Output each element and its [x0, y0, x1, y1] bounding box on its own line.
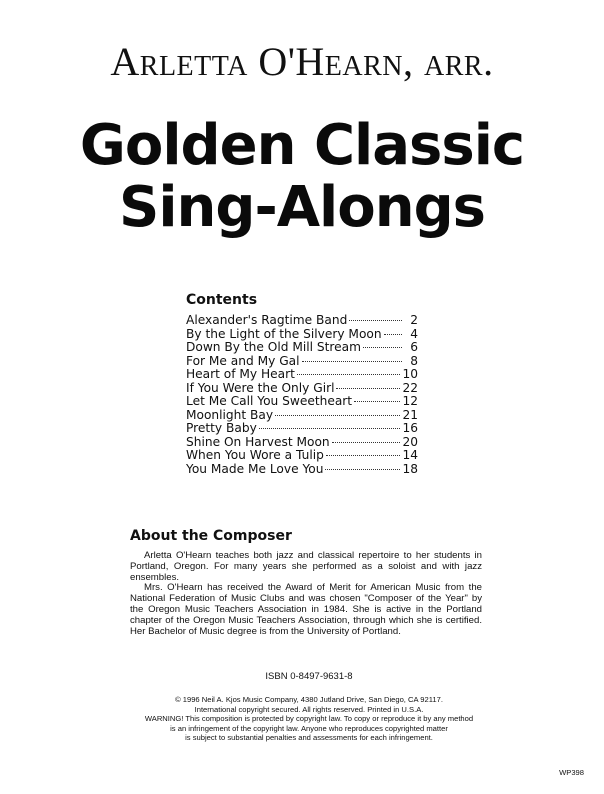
toc-leader-dots [325, 469, 400, 470]
toc-entry-page: 21 [402, 407, 418, 422]
toc-entry-title: Shine On Harvest Moon [186, 434, 330, 449]
toc-leader-dots [259, 428, 401, 429]
toc-entry [186, 368, 418, 382]
toc-entry [186, 314, 418, 328]
copyright-line: © 1996 Neil A. Kjos Music Company, 4380 Jutland Drive, San Diego, CA 92117. [175, 695, 443, 704]
warning-line: is subject to substantial penalties and assessments for each infringement. [185, 733, 433, 743]
title-line-2: Sing-Alongs [118, 175, 485, 240]
about-heading: About the Composer [130, 528, 292, 544]
toc-entry [186, 328, 418, 342]
toc-entry [186, 436, 418, 450]
toc-entry [186, 449, 418, 463]
toc-entry-title: By the Light of the Silvery Moon [186, 326, 382, 341]
isbn: ISBN 0-8497-9631-8 [265, 671, 353, 682]
toc-entry-page: 10 [402, 367, 418, 381]
toc-entry-title: You Made Me Love You [186, 461, 324, 476]
catalog-number: WP398 [559, 768, 584, 777]
toc-entry-title: Heart of My Heart [186, 367, 295, 381]
toc-entry [186, 395, 418, 409]
toc-entry-page: 12 [402, 394, 418, 408]
toc-entry-title: Moonlight Bay [186, 407, 274, 422]
toc-entry [186, 341, 418, 355]
toc-entry-title: Let Me Call You Sweetheart [186, 394, 353, 408]
toc-entry-page: 20 [402, 434, 418, 449]
toc-entry-page: 22 [402, 380, 418, 395]
copyright-notice [0, 695, 604, 743]
toc-entry-page: 6 [410, 340, 418, 354]
about-paragraph: Arletta O'Hearn teaches both jazz and classical repertoire to her students in Portland, Oregon. For many years she performed as a soloist and with jazz ensembles. [130, 550, 482, 583]
toc-leader-dots [336, 388, 400, 389]
toc-leader-dots [302, 361, 402, 362]
toc-entry [186, 382, 418, 396]
warning-line: is an infringement of the copyright law. Anyone who reproduces copyrighted matter [170, 723, 448, 733]
toc-entry-title: For Me and My Gal [186, 353, 300, 368]
copyright-line: International copyright secured. All rights reserved. Printed in U.S.A. [194, 704, 424, 714]
about-body [130, 551, 482, 637]
title-line-1: Golden Classic [79, 113, 525, 178]
toc-entry-title: When You Wore a Tulip [186, 448, 324, 462]
toc-leader-dots [275, 415, 400, 416]
about-paragraph: Mrs. O'Hearn has received the Award of Merit for American Music from the National Federation of Music Clubs and was chosen "Composer of the Year" by the Oregon Music Teachers Association in 1984. She is active in the Portland chapter of the Oregon Music Teachers Association, through which she is certified. Her Bachelor of Music degree is from the University of Portland. [130, 582, 482, 637]
toc-leader-dots [354, 401, 400, 402]
table-of-contents [186, 314, 418, 476]
toc-entry-page: 2 [410, 313, 418, 327]
toc-entry [186, 409, 418, 423]
toc-entry-page: 8 [410, 353, 418, 368]
toc-leader-dots [363, 347, 402, 348]
toc-leader-dots [349, 320, 402, 321]
toc-entry-title: Down By the Old Mill Stream [186, 340, 361, 354]
toc-entry [186, 463, 418, 477]
contents-heading: Contents [186, 292, 258, 308]
toc-entry-page: 18 [402, 461, 418, 476]
toc-entry-title: If You Were the Only Girl [186, 380, 335, 395]
toc-leader-dots [384, 334, 402, 335]
toc-entry-page: 4 [410, 326, 418, 341]
toc-entry-title: Pretty Baby [186, 421, 257, 435]
warning-line: WARNING! This composition is protected by copyright law. To copy or reproduce it by any method [144, 714, 474, 724]
toc-leader-dots [297, 374, 401, 375]
toc-leader-dots [326, 455, 401, 456]
toc-entry-title: Alexander's Ragtime Band [186, 313, 348, 327]
composer-name: Arletta O'Hearn, arr. [110, 39, 494, 84]
toc-entry-page: 16 [402, 421, 418, 435]
toc-leader-dots [332, 442, 401, 443]
toc-entry-page: 14 [402, 448, 418, 462]
toc-entry [186, 422, 418, 436]
toc-entry [186, 355, 418, 369]
